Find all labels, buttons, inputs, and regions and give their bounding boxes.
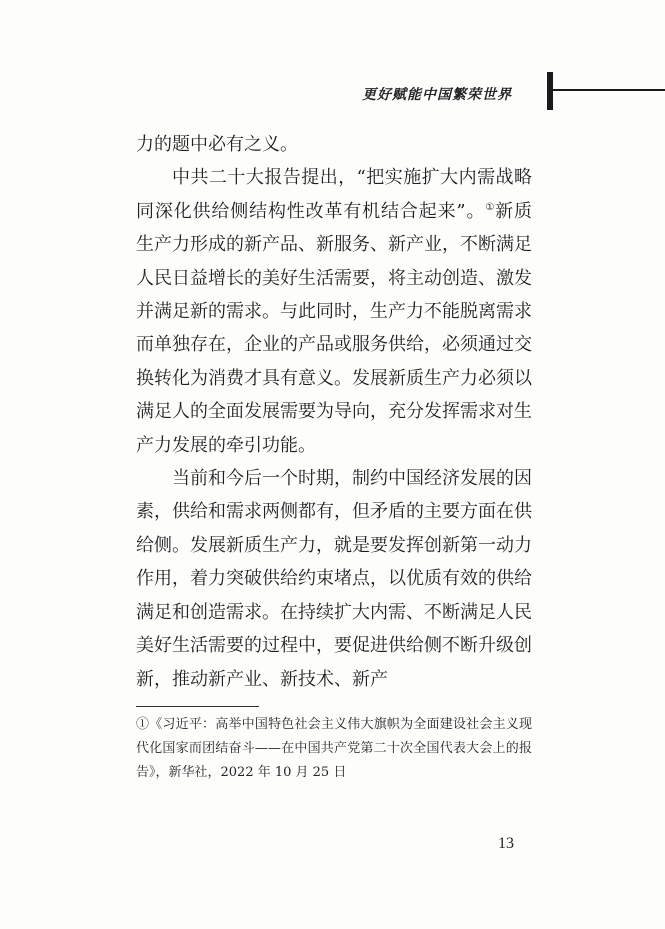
footnote: ①《习近平：高举中国特色社会主义伟大旗帜为全面建设社会主义现代化国家而团结奋斗——在中国共产党第二十次全国代表大会上的报告》，新华社，2022 年 10 月 25 日 (136, 717, 532, 780)
page-number: 13 (498, 835, 514, 852)
header-vertical-bar (547, 72, 553, 110)
running-head-title: 更好赋能中国繁荣世界 (362, 87, 512, 103)
paragraph-3: 当前和今后一个时期，制约中国经济发展的因素，供给和需求两侧都有，但矛盾的主要方面在供给侧。发展新质生产力，就是要发挥创新第一动力作用，着力突破供给约束堵点，以优质有效的供给满足和创造需求。在持续扩大内需、不断满足人民美好生活需要的过程中，要促进供给侧不断升级创新，推动新产业、新技术、新产 (136, 468, 532, 690)
body-text (136, 128, 532, 696)
paragraph-1: 力的题中必有之义。 (136, 134, 298, 155)
footnote-reference-mark[interactable]: ① (485, 201, 496, 213)
paragraph-2-text-b: 新质生产力形成的新产品、新服务、新产业，不断满足人民日益增长的美好生活需要，将主动创造、激发并满足新的需求。与此同时，生产力不能脱离需求而单独存在，企业的产品或服务供给，必须通过交换转化为消费才具有意义。发展新质生产力必须以满足人的全面发展需要为导向，充分发挥需求对生产力发展的牵引功能。 (136, 200, 533, 456)
paragraph-2 (136, 161, 532, 462)
paragraph-2-text-a: 中共二十大报告提出，“把实施扩大内需战略同深化供给侧结构性改革有机结合起来”。 (136, 167, 532, 222)
header-rule (553, 89, 665, 91)
footnote-divider (136, 706, 259, 707)
